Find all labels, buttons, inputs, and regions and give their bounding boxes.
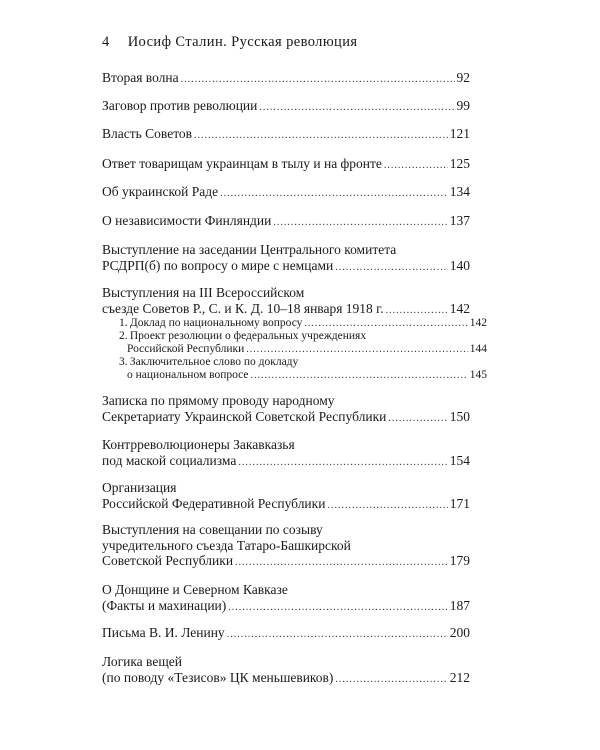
running-title: Иосиф Сталин. Русская революция: [127, 34, 358, 50]
leader-dots: [246, 343, 468, 356]
subentry-number: 1.: [119, 317, 128, 329]
toc-entry-title: Выступления на совещании по созыву: [102, 522, 323, 537]
toc-subentry: [102, 317, 487, 330]
toc-entry-title: Секретариату Украинской Советской Республики: [102, 408, 387, 424]
toc-entry: [102, 480, 470, 513]
toc-entry-title: Организация: [102, 480, 177, 495]
toc-entry-title: Логика вещей: [102, 654, 182, 669]
toc-subentry: [102, 330, 487, 356]
toc-entry-title: Заговор против революции: [102, 98, 258, 113]
toc-entry-title: Записка по прямому проводу народному: [102, 393, 335, 408]
toc-entry-title: Власть Советов: [102, 126, 193, 141]
toc-entry-title: (по поводу «Тезисов» ЦК меньшевиков): [102, 669, 334, 685]
toc-entry-title: (Факты и махинации): [102, 597, 227, 613]
toc-entry-page: 200: [449, 625, 470, 640]
toc-entry-title: О независимости Финляндии: [102, 213, 272, 228]
subentry-number: 2.: [119, 330, 128, 342]
toc-entry: [102, 242, 470, 275]
leader-dots: [194, 126, 448, 144]
leader-dots: [386, 301, 448, 319]
toc-entry: [102, 98, 470, 116]
leader-dots: [238, 453, 447, 471]
toc-entry: [102, 156, 470, 174]
leader-dots: [388, 409, 447, 427]
toc-entry: [102, 184, 470, 202]
subentry-number: 3.: [119, 356, 128, 368]
toc-entry: [102, 522, 470, 571]
leader-dots: [235, 553, 448, 571]
toc-entry: [102, 213, 470, 231]
subentry-title: Российской Республики: [127, 343, 245, 355]
subentry-title: о национальном вопросе: [127, 369, 249, 381]
toc-entry-title: О Донщине и Северном Кавказе: [102, 582, 288, 597]
toc-entry-page: 212: [449, 669, 470, 685]
toc-entry: [102, 126, 470, 144]
subentry-page: 145: [469, 369, 487, 381]
toc-entry-title: Вторая волна: [102, 70, 179, 85]
toc-entry-title: под маской социализма: [102, 452, 237, 468]
toc-entry-page: 150: [449, 408, 470, 424]
toc-entry-title: учредительного съезда Татаро-Башкирской: [102, 537, 351, 553]
toc-entry: [102, 625, 470, 643]
leader-dots: [335, 258, 448, 276]
toc-entry-page: 154: [449, 452, 470, 468]
toc-entry-title: Ответ товарищам украинцам в тылу и на фронте: [102, 156, 382, 171]
toc-entry-page: 92: [456, 70, 470, 85]
toc-entry-page: 140: [449, 257, 470, 273]
leader-dots: [327, 496, 447, 514]
toc-entry: [102, 285, 470, 318]
toc-entry-page: 142: [449, 300, 470, 316]
toc-entry-page: 99: [456, 98, 470, 113]
leader-dots: [228, 598, 447, 616]
toc-entry-title: съезде Советов Р., С. и К. Д. 10–18 января 1918 г.: [102, 300, 384, 316]
subentry-page: 142: [469, 317, 487, 329]
running-header: [102, 34, 357, 51]
toc-entry: [102, 393, 470, 426]
toc-entry-title: Об украинской Раде: [102, 184, 219, 199]
toc-entry-title: Контрреволюционеры Закавказья: [102, 437, 295, 452]
leader-dots: [227, 625, 448, 643]
leader-dots: [335, 670, 447, 688]
toc-entry-page: 121: [449, 126, 470, 141]
leader-dots: [251, 369, 468, 382]
subentry-title: Проект резолюции о федеральных учреждениях: [129, 330, 367, 342]
toc-entry: [102, 437, 470, 470]
leader-dots: [220, 184, 448, 202]
leader-dots: [181, 70, 455, 88]
leader-dots: [273, 213, 447, 231]
leader-dots: [259, 98, 454, 116]
toc-entry-page: 134: [449, 184, 470, 199]
leader-dots: [304, 317, 467, 330]
leader-dots: [384, 156, 448, 174]
toc-entry-title: Выступление на заседании Центрального комитета: [102, 242, 397, 257]
toc-entry-title: Выступления на III Всероссийском: [102, 285, 305, 300]
toc-entry-title: РСДРП(б) по вопросу о мире с немцами: [102, 257, 334, 273]
toc-entry-page: 187: [449, 597, 470, 613]
toc-entry-page: 179: [449, 553, 470, 568]
toc-entry: [102, 70, 470, 88]
toc-entry-page: 171: [449, 495, 470, 511]
toc-entry: [102, 582, 470, 615]
page-number: 4: [102, 34, 110, 50]
subentry-title: Заключительное слово по докладу: [129, 356, 299, 368]
toc-entry: [102, 654, 470, 687]
toc-entry-page: 125: [449, 156, 470, 171]
toc-entry-title: Письма В. И. Ленину: [102, 625, 225, 640]
toc-subentry: [102, 356, 487, 382]
toc-entry-title: Советской Республики: [102, 553, 234, 568]
toc-entry-page: 137: [449, 213, 470, 228]
subentry-title: Доклад по национальному вопросу: [129, 317, 303, 329]
subentry-page: 144: [469, 343, 487, 355]
toc-entry-title: Российской Федеративной Республики: [102, 495, 326, 511]
